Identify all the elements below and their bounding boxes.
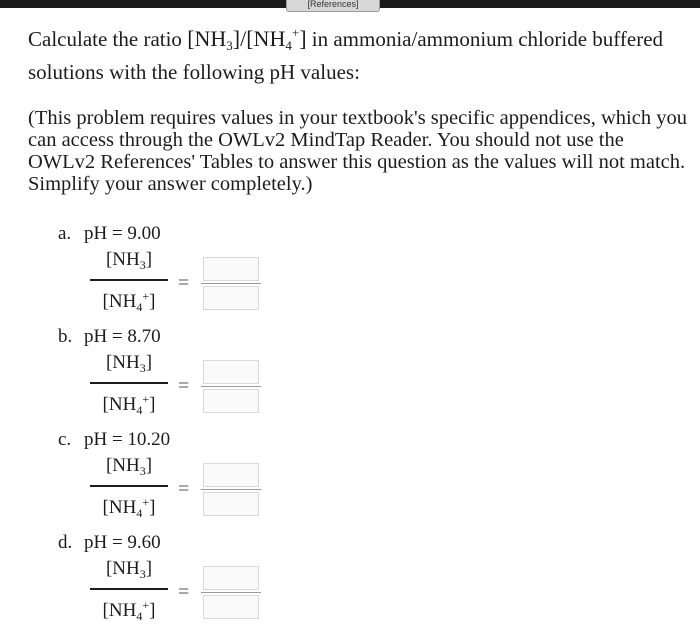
fraction-numerator: $[NH_3]$ [105, 558, 153, 581]
ratio-equation-c [90, 454, 261, 525]
answer-fraction-bar [201, 283, 261, 285]
answer-fraction-b [201, 360, 261, 414]
parts-list [58, 222, 658, 634]
prompt-suffix: in ammonia/ammonium chloride buffered solutions with the following pH values: [28, 27, 664, 84]
instruction-note: (This problem requires values in your textbook's specific appendices, which you can access through the OWLv2 MindTap Reader. You should not use the OWLv2 References' Tables to answer this question as the values will not match. Simplify your answer completely.) [28, 107, 687, 195]
part-d [58, 531, 658, 634]
fraction-denominator: $[NH_4^+]$ [102, 494, 156, 520]
denominator-input-b[interactable] [203, 389, 259, 413]
part-letter: b. [58, 326, 73, 347]
question-prompt [28, 20, 688, 85]
part-b-label [58, 325, 658, 349]
part-a-label [58, 222, 658, 246]
numerator-input-b[interactable] [203, 360, 259, 384]
ratio-sup-plus: + [291, 25, 300, 40]
part-d-label [58, 531, 658, 555]
ph-value: pH = 9.60 [84, 532, 161, 553]
numerator-input-c[interactable] [203, 463, 259, 487]
ratio-fraction [90, 454, 168, 525]
answer-fraction-c [201, 463, 261, 517]
ratio-equation-b [90, 351, 261, 422]
prompt-prefix: Calculate the ratio [28, 27, 188, 51]
references-tab[interactable]: [References] [286, 0, 380, 12]
denominator-input-c[interactable] [203, 492, 259, 516]
ratio-sub-4: 4 [285, 38, 292, 53]
ratio-fraction [90, 248, 168, 319]
answer-fraction-a [201, 257, 261, 311]
ph-value: pH = 9.00 [84, 223, 161, 244]
ratio-fraction [90, 351, 168, 422]
fraction-denominator: $[NH_4^+]$ [102, 288, 156, 314]
answer-fraction-bar [201, 489, 261, 491]
ph-value: pH = 10.20 [84, 429, 171, 450]
answer-fraction-d [201, 566, 261, 620]
ratio-equation-a [90, 248, 261, 319]
denominator-input-d[interactable] [203, 595, 259, 619]
part-c-label [58, 428, 658, 452]
ph-value: pH = 8.70 [84, 326, 161, 347]
fraction-numerator: $[NH_3]$ [105, 352, 153, 375]
fraction-numerator: $[NH_3]$ [105, 249, 153, 272]
answer-fraction-bar [201, 592, 261, 594]
part-letter: d. [58, 532, 73, 553]
part-letter: a. [58, 223, 72, 244]
equals-sign: = [178, 271, 190, 294]
answer-fraction-bar [201, 386, 261, 388]
fraction-denominator: $[NH_4^+]$ [102, 597, 156, 623]
numerator-input-d[interactable] [203, 566, 259, 590]
question-content [28, 20, 688, 195]
part-letter: c. [58, 429, 72, 450]
part-b [58, 325, 658, 428]
ratio-equation-d [90, 557, 261, 628]
ratio-fraction [90, 557, 168, 628]
ratio-nh3-open: [NH [187, 26, 227, 51]
equals-sign: = [178, 374, 190, 397]
fraction-denominator: $[NH_4^+]$ [102, 391, 156, 417]
denominator-input-a[interactable] [203, 286, 259, 310]
ratio-expression [187, 26, 306, 51]
fraction-numerator: $[NH_3]$ [105, 455, 153, 478]
ratio-close: ] [299, 26, 307, 51]
ratio-mid: ]/[NH [232, 26, 286, 51]
ratio-sub-3: 3 [226, 38, 233, 53]
equals-sign: = [178, 580, 190, 603]
part-a [58, 222, 658, 325]
part-c [58, 428, 658, 531]
numerator-input-a[interactable] [203, 257, 259, 281]
equals-sign: = [178, 477, 190, 500]
